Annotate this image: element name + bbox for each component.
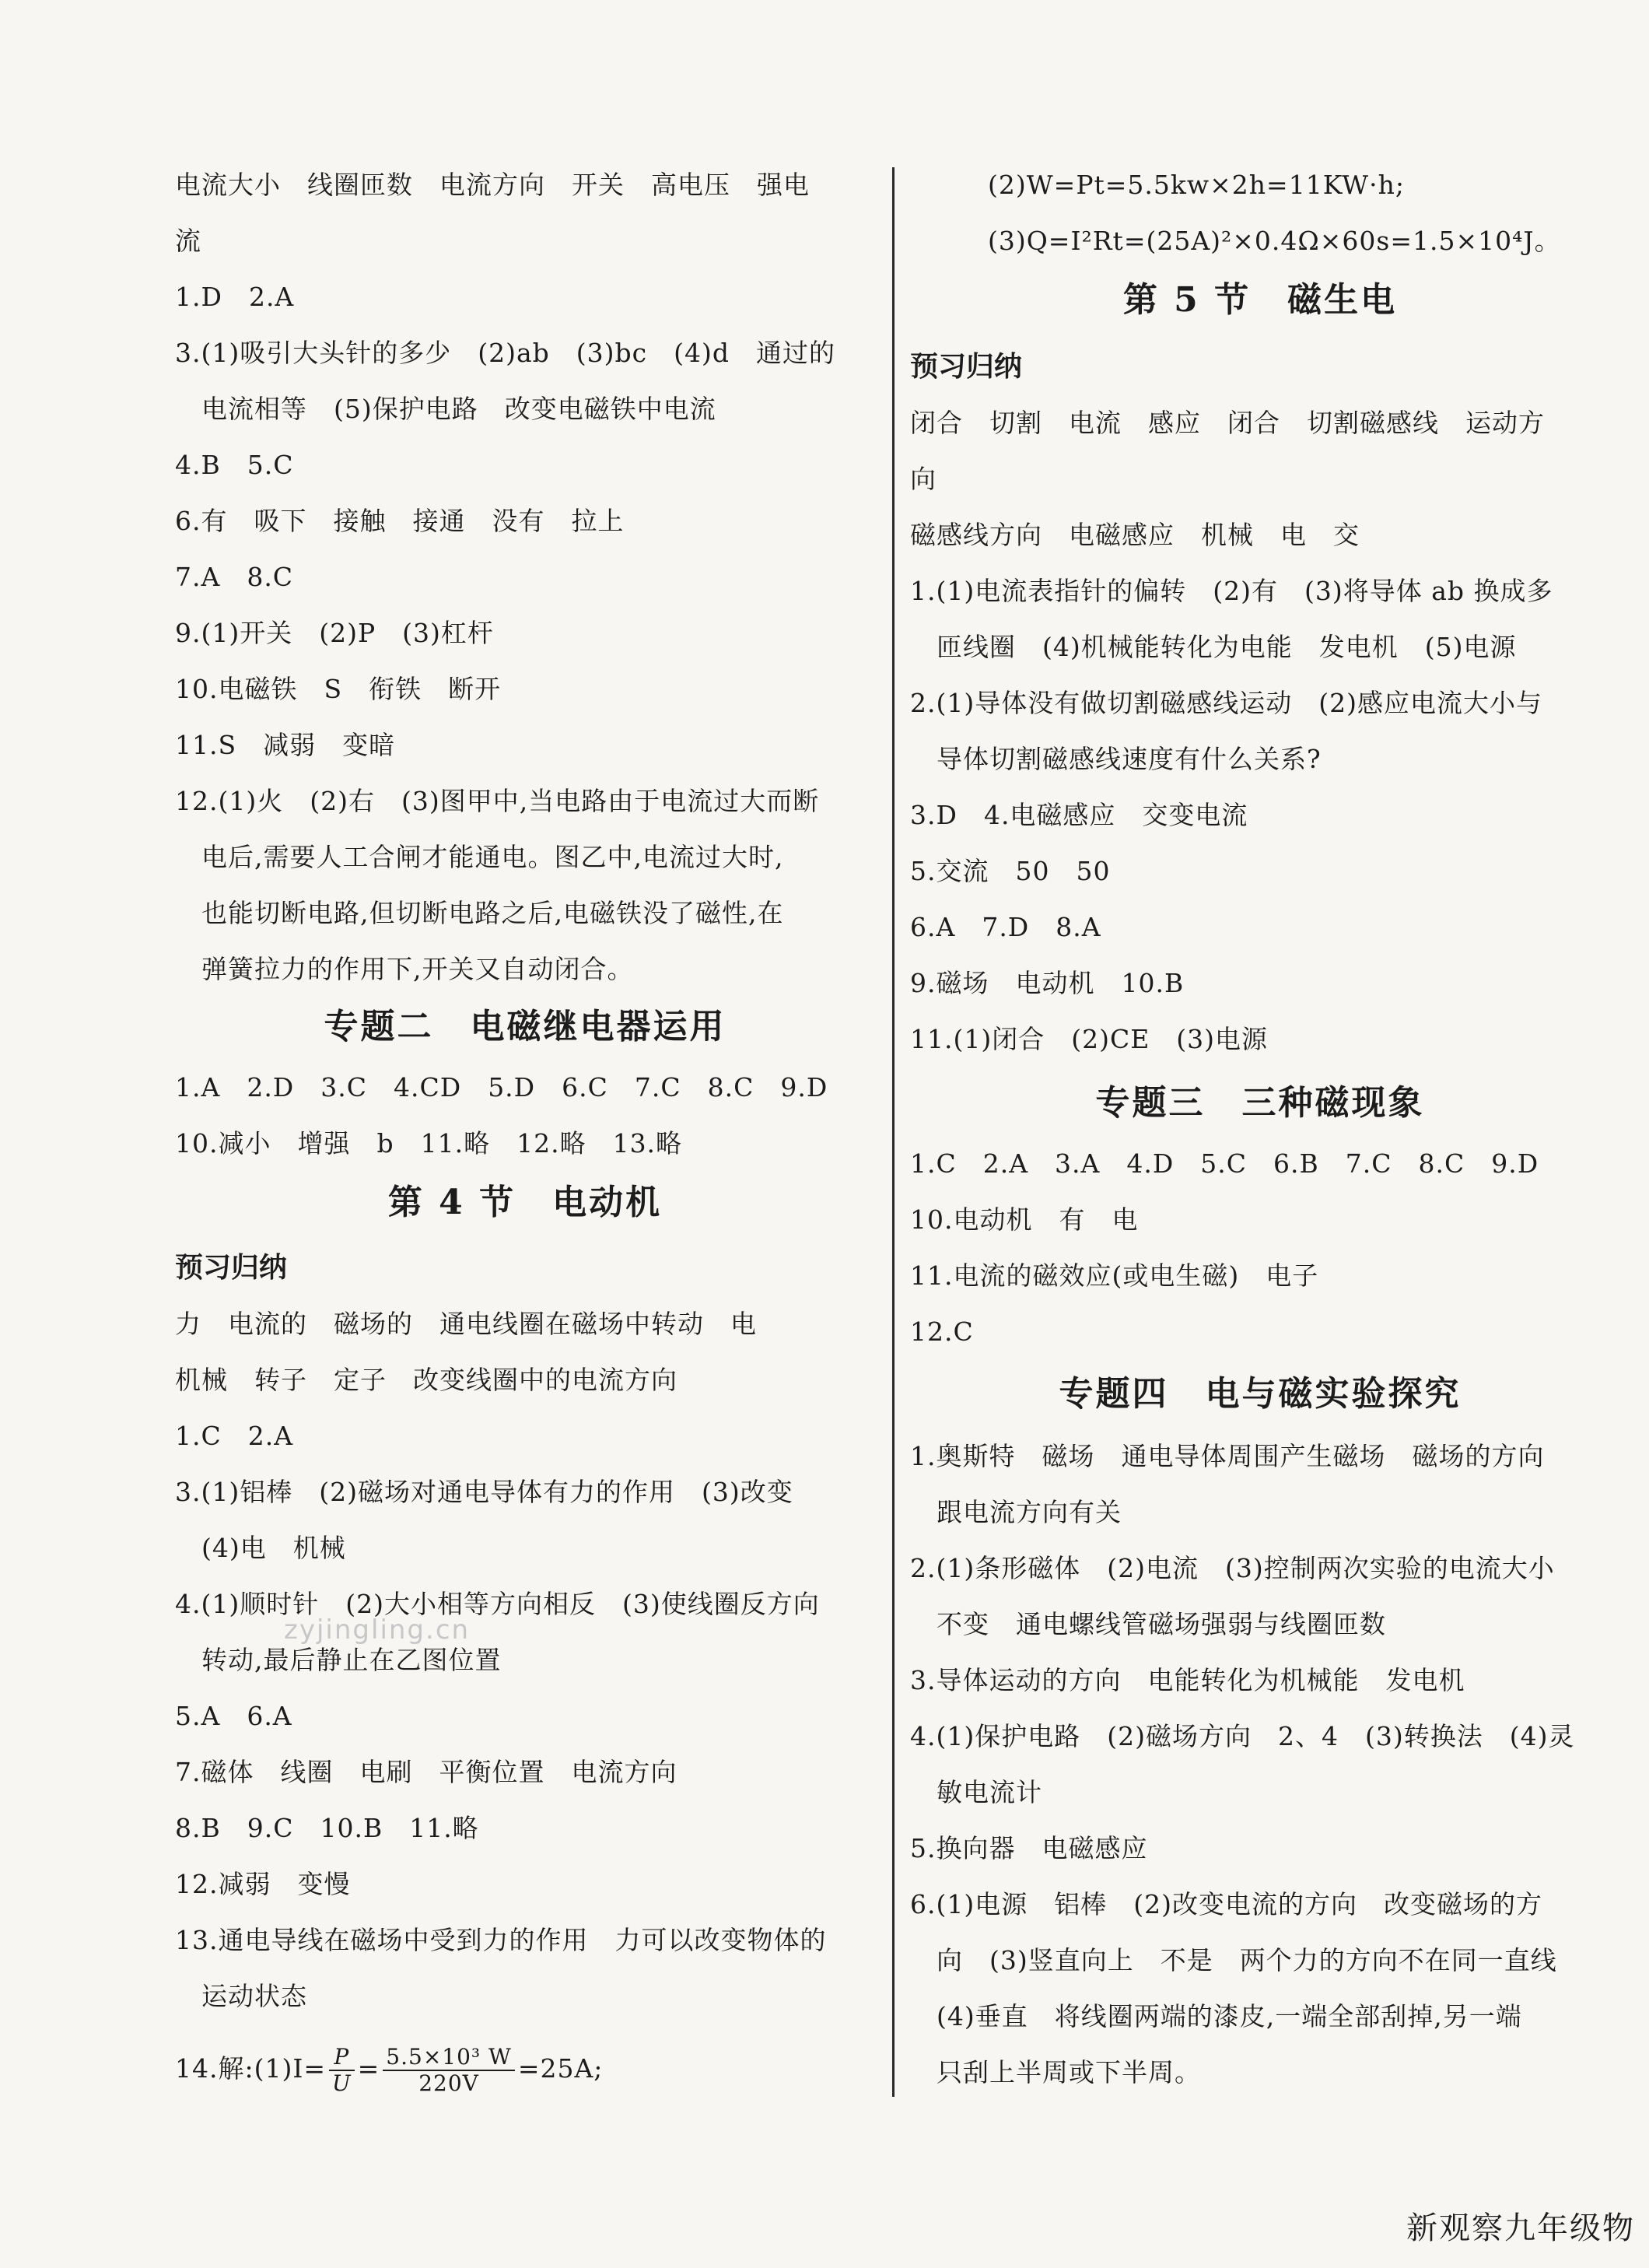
- answer-line: 匝线圈 (4)机械能转化为电能 发电机 (5)电源: [910, 632, 1517, 662]
- answer-line: 弹簧拉力的作用下,开关又自动闭合。: [175, 954, 634, 984]
- answer-line: 3.导体运动的方向 电能转化为机械能 发电机: [910, 1665, 1465, 1695]
- answer-line: (2)W=Pt=5.5kw×2h=11KW·h;: [988, 170, 1405, 200]
- answer-line: 9.磁场 电动机 10.B: [910, 968, 1185, 998]
- answer-line: 11.电流的磁效应(或电生磁) 电子: [910, 1260, 1319, 1291]
- fraction-numerator: 5.5×10³ W: [383, 2045, 515, 2071]
- answer-line: 流: [175, 226, 201, 256]
- answer-line: 向: [910, 464, 937, 494]
- answer-line: 电流大小 线圈匝数 电流方向 开关 高电压 强电: [175, 170, 810, 200]
- answer-line: (4)电 机械: [175, 1533, 346, 1563]
- answer-line: 12.C: [910, 1316, 974, 1347]
- answer-line: 8.B 9.C 10.B 11.略: [175, 1813, 479, 1843]
- answer-line: 力 电流的 磁场的 通电线圈在磁场中转动 电: [175, 1309, 757, 1339]
- page-footer: 新观察九年级物: [1406, 2210, 1635, 2246]
- answer-line: 13.通电导线在磁场中受到力的作用 力可以改变物体的: [175, 1925, 827, 1955]
- answer-line: 10.电动机 有 电: [910, 1204, 1139, 1235]
- answer-line: (4)垂直 将线圈两端的漆皮,一端全部刮掉,另一端: [910, 2001, 1522, 2031]
- answer-line: 3.(1)铝棒 (2)磁场对通电导体有力的作用 (3)改变: [175, 1477, 793, 1507]
- answer-line: 11.(1)闭合 (2)CE (3)电源: [910, 1024, 1269, 1054]
- section-subheading: 预习归纳: [175, 1252, 288, 1284]
- watermark: zyjingling.cn: [284, 1614, 471, 1646]
- answer-line: 不变 通电螺线管磁场强弱与线圈匝数: [910, 1609, 1386, 1639]
- answer-line: 机械 转子 定子 改变线圈中的电流方向: [175, 1365, 677, 1395]
- answer-line: 转动,最后静止在乙图位置: [175, 1645, 502, 1675]
- answer-line: 3.(1)吸引大头针的多少 (2)ab (3)bc (4)d 通过的: [175, 338, 835, 368]
- answer-line: 1.C 2.A 3.A 4.D 5.C 6.B 7.C 8.C 9.D: [910, 1148, 1539, 1179]
- answer-line: 10.减小 增强 b 11.略 12.略 13.略: [175, 1128, 683, 1159]
- answer-line: 12.(1)火 (2)右 (3)图甲中,当电路由于电流过大而断: [175, 786, 820, 816]
- answer-line: 也能切断电路,但切断电路之后,电磁铁没了磁性,在: [175, 898, 784, 928]
- answer-line: 电后,需要人工合闸才能通电。图乙中,电流过大时,: [175, 842, 784, 872]
- formula-equals: =: [357, 2053, 380, 2084]
- answer-line: 电流相等 (5)保护电路 改变电磁铁中电流: [175, 394, 716, 424]
- answer-line: 12.减弱 变慢: [175, 1869, 351, 1899]
- section-heading: 专题二 电磁继电器运用: [324, 1007, 726, 1046]
- answer-line: 向 (3)竖直向上 不是 两个力的方向不在同一直线: [910, 1945, 1557, 1975]
- answer-line: 敏电流计: [910, 1777, 1042, 1807]
- answer-line: (3)Q=I²Rt=(25A)²×0.4Ω×60s=1.5×10⁴J。: [988, 226, 1561, 256]
- answer-line: 只刮上半周或下半周。: [910, 2057, 1201, 2087]
- section-heading: 专题四 电与磁实验探究: [1059, 1374, 1462, 1414]
- fraction-p-over-u: [329, 2045, 355, 2096]
- answer-line: 1.C 2.A: [175, 1421, 294, 1451]
- fraction-denominator: U: [332, 2070, 352, 2096]
- fraction-denominator: 220V: [418, 2070, 479, 2096]
- answer-line: 导体切割磁感线速度有什么关系?: [910, 744, 1322, 774]
- answer-line: 4.B 5.C: [175, 450, 294, 480]
- answer-line: 7.磁体 线圈 电刷 平衡位置 电流方向: [175, 1757, 677, 1787]
- answer-line: 闭合 切割 电流 感应 闭合 切割磁感线 运动方: [910, 408, 1545, 438]
- section-heading: 第 4 节 电动机: [387, 1183, 663, 1222]
- answer-line: 1.D 2.A: [175, 282, 295, 312]
- answer-line: 11.S 减弱 变暗: [175, 730, 396, 760]
- answer-line: 3.D 4.电磁感应 交变电流: [910, 800, 1248, 830]
- answer-line: 4.(1)顺时针 (2)大小相等方向相反 (3)使线圈反方向: [175, 1589, 820, 1619]
- answer-line: 10.电磁铁 S 衔铁 断开: [175, 674, 502, 704]
- answer-line: 1.奥斯特 磁场 通电导体周围产生磁场 磁场的方向: [910, 1441, 1545, 1471]
- answer-line: 9.(1)开关 (2)P (3)杠杆: [175, 618, 494, 648]
- answer-line: 运动状态: [175, 1981, 307, 2011]
- answer-line: 跟电流方向有关: [910, 1497, 1122, 1527]
- fraction-numerator: P: [329, 2045, 355, 2071]
- answer-line: 2.(1)条形磁体 (2)电流 (3)控制两次实验的电流大小: [910, 1553, 1555, 1583]
- answer-line: 6.A 7.D 8.A: [910, 912, 1101, 942]
- answer-line: 5.换向器 电磁感应: [910, 1833, 1148, 1863]
- answer-line: 6.有 吸下 接触 接通 没有 拉上: [175, 506, 625, 536]
- answer-line: 2.(1)导体没有做切割磁感线运动 (2)感应电流大小与: [910, 688, 1542, 718]
- section-heading: 专题三 三种磁现象: [1095, 1083, 1425, 1123]
- answer-line: 磁感线方向 电磁感应 机械 电 交: [910, 520, 1360, 550]
- answer-line: 5.交流 50 50: [910, 856, 1111, 886]
- formula-line: [175, 2045, 603, 2096]
- answer-line: 6.(1)电源 铝棒 (2)改变电流的方向 改变磁场的方: [910, 1889, 1542, 1919]
- formula-prefix: 14.解:(1)I=: [175, 2053, 327, 2084]
- answer-line: 1.(1)电流表指针的偏转 (2)有 (3)将导体 ab 换成多: [910, 576, 1553, 606]
- section-heading: 第 5 节 磁生电: [1122, 280, 1398, 320]
- answer-line: 4.(1)保护电路 (2)磁场方向 2、4 (3)转换法 (4)灵: [910, 1721, 1575, 1751]
- answer-line: 1.A 2.D 3.C 4.CD 5.D 6.C 7.C 8.C 9.D: [175, 1072, 828, 1102]
- answer-line: 7.A 8.C: [175, 562, 294, 592]
- answer-line: 5.A 6.A: [175, 1701, 292, 1731]
- formula-suffix: =25A;: [517, 2053, 604, 2084]
- section-subheading: 预习归纳: [910, 351, 1023, 383]
- column-divider: [892, 167, 895, 2097]
- fraction-values: [383, 2045, 515, 2096]
